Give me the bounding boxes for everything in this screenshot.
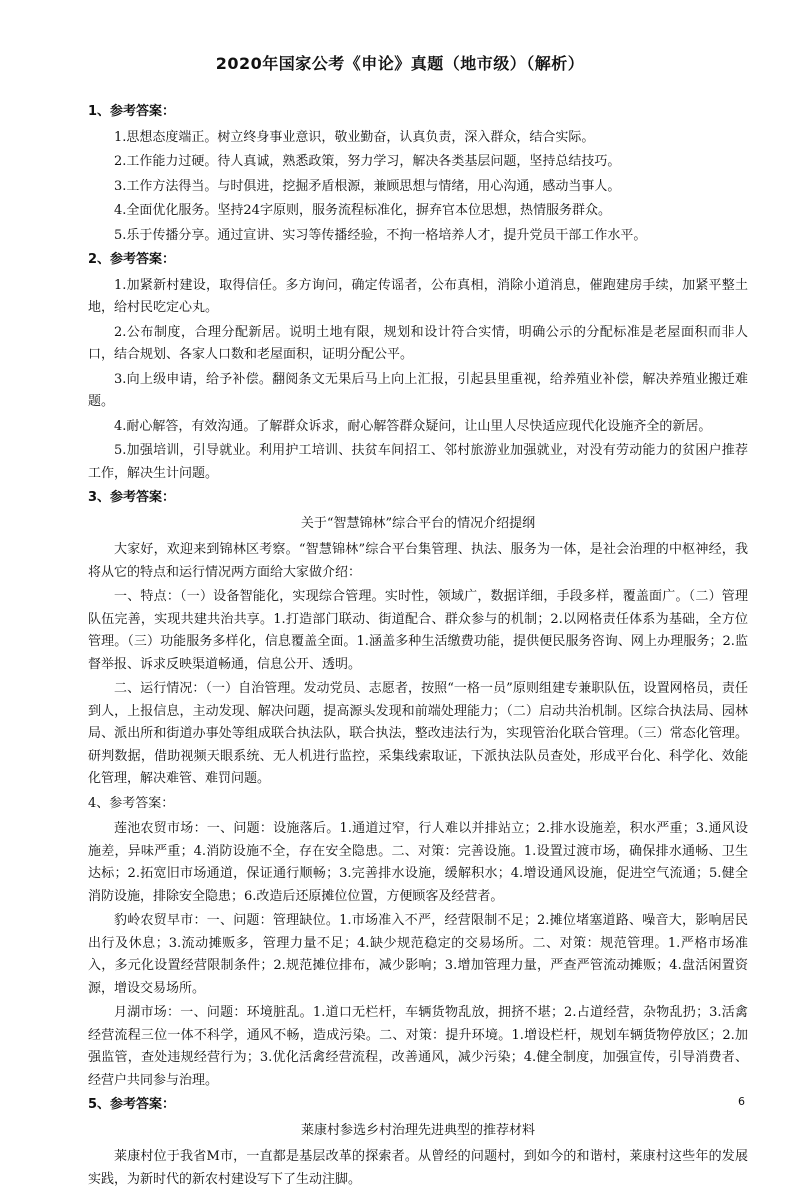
section-heading: 1、参考答案： — [88, 104, 176, 119]
paragraph: 2.公布制度，合理分配新居。说明土地有限，规划和设计符合实情，明确公示的分配标准是老屋面积而非人口，结合规划、各家人口数和老屋面积，证明分配公平。 — [88, 324, 748, 362]
paragraph: 莱康村位于我省M市，一直都是基层改革的探索者。从曾经的问题村，到如今的和谐村，莱康村这些年的发展实践，为新时代的新农村建设写下了生动注脚。 — [88, 1149, 748, 1187]
paragraph: 5.加强培训，引导就业。利用护工培训、扶贫车间招工、邻村旅游业加强就业，对没有劳动能力的贫困户推荐工作，解决生计问题。 — [88, 443, 748, 481]
section-heading: 3、参考答案： — [88, 490, 176, 505]
paragraph: 4.耐心解答，有效沟通。了解群众诉求，耐心解答群众疑问，让山里人尽快适应现代化设施齐全的新居。 — [114, 418, 712, 434]
page-number: 6 — [738, 1095, 745, 1108]
section-heading: 5、参考答案： — [88, 1097, 176, 1112]
answer-section — [88, 487, 748, 791]
paragraph: 大家好，欢迎来到锦林区考察。“智慧锦林”综合平台集管理、执法、服务为一体，是社会治理的中枢神经，我将从它的特点和运行情况两方面给大家做介绍： — [88, 542, 748, 580]
section-subtitle: 关于“智慧锦林”综合平台的情况介绍提纲 — [300, 515, 536, 531]
paragraph: 4.全面优化服务。坚持24字原则，服务流程标准化，摒弃官本位思想，热情服务群众。 — [114, 203, 611, 218]
section-subtitle: 莱康村参选乡村治理先进典型的推荐材料 — [300, 1122, 535, 1138]
paragraph: 5.乐于传播分享。通过宣讲、实习等传播经验，不拘一格培养人才，提升党员干部工作水平。 — [114, 227, 647, 243]
section-heading: 4、参考答案： — [88, 795, 175, 811]
answer-section — [88, 793, 748, 1093]
paragraph: 一、特点：（一）设备智能化，实现综合管理。实时性，领域广，数据详细，手段多样，覆盖面广。（二）管理队伍完善，实现共建共治共享。1.打造部门联动、街道配合、群众参与的机制；2.以网格责任体系为基础，全方位管理。（三）功能服务多样化，信息覆盖全面。1.涵盖多种生活缴费功能，提供便民服务咨询、网上办理服务；2.监督举报、诉求反映渠道畅通，信息公开、透明。 — [88, 589, 748, 672]
document-body — [88, 99, 748, 1193]
answer-section — [88, 1094, 748, 1191]
paragraph: 豹岭农贸早市：一、问题：管理缺位。1.市场准入不严，经营限制不足；2.摊位堵塞道路、噪音大，影响居民出行及休息；3.流动摊贩多，管理力量不足；4.缺少规范稳定的交易场所。二、对策：规范管理。1.严格市场准入，多元化设置经营限制条件；2.规范摊位排布，减少影响；3.增加管理力量，严查严管流动摊贩；4.盘活闲置资源，增设交易场所。 — [88, 913, 748, 996]
answer-section — [88, 249, 748, 485]
paragraph: 3.向上级申请，给予补偿。翻阅条文无果后马上向上汇报，引起县里重视，给养殖业补偿，解决养殖业搬迁难题。 — [88, 371, 748, 409]
answer-section — [88, 101, 748, 247]
paragraph: 二、运行情况：（一）自治管理。发动党员、志愿者，按照“一格一员”原则组建专兼职队伍，设置网格员，责任到人，上报信息，主动发现、解决问题，提高源头发现和前端处理能力；（二）启动共治机制。区综合执法局、园林局、派出所和街道办事处等组成联合执法队，联合执法，整改违法行为，实现管治化联合管理。（三）常态化管理。研判数据，借助视频天眼系统、无人机进行监控，采集线索取证，下派执法队员查处，形成平台化、科学化、效能化管理，解决难管、难罚问题。 — [88, 681, 748, 786]
paragraph: 2.工作能力过硬。待人真诚，熟悉政策，努力学习，解决各类基层问题，坚持总结技巧。 — [114, 154, 621, 169]
paragraph: 莲池农贸市场：一、问题：设施落后。1.通道过窄，行人难以并排站立；2.排水设施差，积水严重；3.通风设施差，异味严重；4.消防设施不全，存在安全隐患。二、对策：完善设施。1.设置过渡市场，确保排水通畅、卫生达标；2.拓宽旧市场通道，保证通行顺畅；3.完善排水设施，缓解积水；4.增设通风设施，促进空气流通；5.健全消防设施，排除安全隐患；6.改造后还原摊位位置，方便顾客及经营者。 — [88, 821, 748, 904]
page-title: 2020年国家公考《申论》真题（地市级）（解析） — [215, 54, 585, 73]
paragraph: 3.工作方法得当。与时俱进，挖掘矛盾根源，兼顾思想与情绪，用心沟通，感动当事人。 — [114, 178, 621, 194]
paragraph: 1.加紧新村建设，取得信任。多方询问，确定传谣者，公布真相，消除小道消息，催跑建房手续，加紧平整土地，给村民吃定心丸。 — [88, 277, 748, 315]
paragraph: 月湖市场：一、问题：环境脏乱。1.道口无栏杆，车辆货物乱放，拥挤不堪；2.占道经营，杂物乱扔；3.活禽经营流程三位一体不科学，通风不畅，造成污染。二、对策：提升环境。1.增设栏杆，规划车辆货物停放区；2.加强监管，查处违规经营行为；3.优化活禽经营流程，改善通风，减少污染；4.健全制度，加强宣传，引导消费者、经营户共同参与治理。 — [88, 1005, 748, 1088]
section-heading: 2、参考答案： — [88, 252, 176, 267]
paragraph: 1.思想态度端正。树立终身事业意识，敬业勤奋，认真负责，深入群众，结合实际。 — [114, 129, 595, 145]
